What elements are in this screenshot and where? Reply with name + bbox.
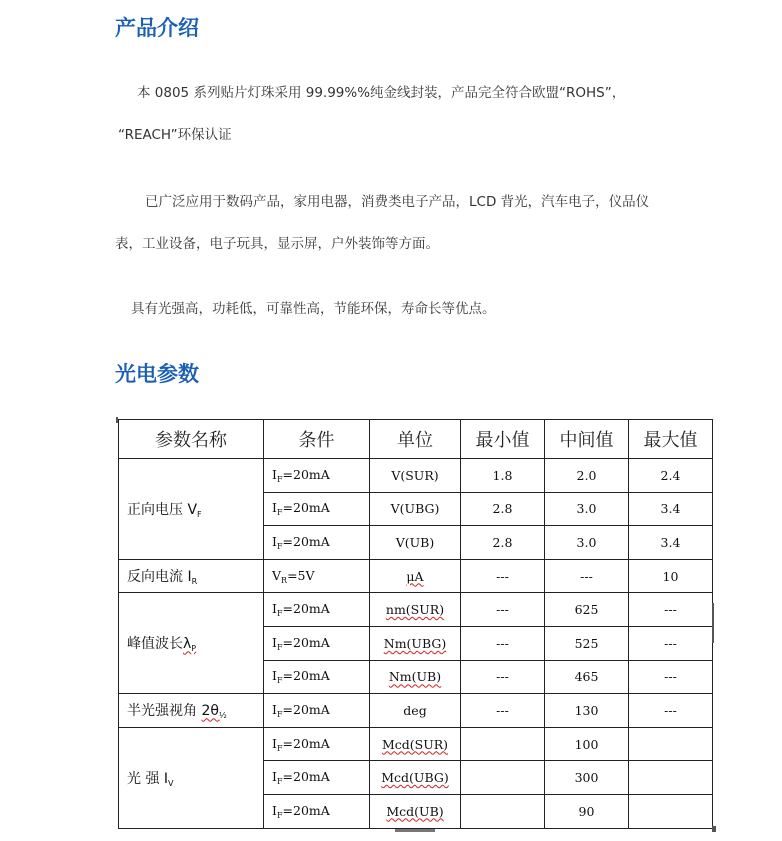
- table-row: [119, 593, 713, 627]
- max-cell: ---: [629, 626, 713, 660]
- min-cell: [461, 727, 545, 761]
- unit-cell: deg: [370, 694, 461, 728]
- typ-cell: 2.0: [545, 459, 629, 493]
- condition-cell: $I_F=20mA$: [264, 761, 370, 795]
- condition-cell: $I_F=20mA$: [264, 694, 370, 728]
- max-cell: [629, 761, 713, 795]
- condition-cell: $I_F=20mA$: [264, 727, 370, 761]
- unit-cell: V(SUR): [370, 459, 461, 493]
- unit-cell: V(UB): [370, 526, 461, 560]
- typ-cell: 625: [545, 593, 629, 627]
- max-cell: 2.4: [629, 459, 713, 493]
- max-cell: ---: [629, 694, 713, 728]
- typ-cell: 130: [545, 694, 629, 728]
- typ-cell: 3.0: [545, 526, 629, 560]
- header-typ: 中间值: [545, 420, 629, 459]
- min-cell: 2.8: [461, 492, 545, 526]
- condition-cell: $I_F=20mA$: [264, 526, 370, 560]
- max-cell: [629, 794, 713, 828]
- max-cell: 10: [629, 559, 713, 593]
- condition-cell: $I_F=20mA$: [264, 626, 370, 660]
- param-reverse-current: 反向电流 $I_R$: [119, 559, 264, 593]
- min-cell: 2.8: [461, 526, 545, 560]
- condition-cell: $I_F=20mA$: [264, 660, 370, 694]
- typ-cell: 525: [545, 626, 629, 660]
- param-forward-voltage: 正向电压 $V_F$: [119, 459, 264, 560]
- typ-cell: 3.0: [545, 492, 629, 526]
- intro-paragraph-2-line-1: 已广泛应用于数码产品，家用电器，消费类电子产品，LCD 背光，汽车电子，仪品仪: [145, 194, 650, 210]
- scan-edge-mark: [395, 829, 435, 832]
- param-half-intensity-angle: 半光强视角 $2\theta_{\frac{1}{2}}$: [119, 694, 264, 728]
- max-cell: ---: [629, 593, 713, 627]
- min-cell: [461, 761, 545, 795]
- intro-paragraph-3: 具有光强高，功耗低，可靠性高，节能环保，寿命长等优点。: [131, 301, 496, 317]
- max-cell: 3.4: [629, 526, 713, 560]
- intro-paragraph-1-line-2: “REACH”环保认证: [118, 127, 232, 143]
- min-cell: [461, 794, 545, 828]
- typ-cell: ---: [545, 559, 629, 593]
- unit-cell: Nm(UB): [370, 660, 461, 694]
- condition-cell: $I_F=20mA$: [264, 459, 370, 493]
- table-row: [119, 459, 713, 493]
- table-row: [119, 727, 713, 761]
- min-cell: ---: [461, 694, 545, 728]
- min-cell: ---: [461, 559, 545, 593]
- unit-cell: nm(SUR): [370, 593, 461, 627]
- table-row: [119, 694, 713, 728]
- unit-cell: Nm(UBG): [370, 626, 461, 660]
- params-heading: 光电参数: [115, 362, 199, 386]
- scan-edge-mark: [116, 417, 118, 423]
- table-row: [119, 559, 713, 593]
- unit-cell: μA: [370, 559, 461, 593]
- scan-edge-mark: [712, 603, 714, 643]
- header-unit: 单位: [370, 420, 461, 459]
- typ-cell: 300: [545, 761, 629, 795]
- unit-cell: Mcd(UB): [370, 794, 461, 828]
- min-cell: ---: [461, 593, 545, 627]
- max-cell: [629, 727, 713, 761]
- min-cell: ---: [461, 660, 545, 694]
- intro-paragraph-1-line-1: 本 0805 系列贴片灯珠采用 99.99%%纯金线封装，产品完全符合欧盟“ROHS”，: [137, 85, 626, 101]
- typ-cell: 100: [545, 727, 629, 761]
- header-min: 最小值: [461, 420, 545, 459]
- condition-cell: $V_R=5V$: [264, 559, 370, 593]
- max-cell: ---: [629, 660, 713, 694]
- max-cell: 3.4: [629, 492, 713, 526]
- min-cell: 1.8: [461, 459, 545, 493]
- optoelectronic-params-table: [118, 419, 713, 829]
- header-condition: 条件: [264, 420, 370, 459]
- unit-cell: Mcd(SUR): [370, 727, 461, 761]
- table-header-row: [119, 420, 713, 459]
- condition-cell: $I_F=20mA$: [264, 794, 370, 828]
- param-luminous-intensity: 光 强 $I_V$: [119, 727, 264, 828]
- param-peak-wavelength: 峰值波长$\lambda_P$: [119, 593, 264, 694]
- header-max: 最大值: [629, 420, 713, 459]
- unit-cell: V(UBG): [370, 492, 461, 526]
- intro-heading: 产品介绍: [115, 16, 199, 40]
- scan-edge-mark: [712, 826, 716, 832]
- header-param-name: 参数名称: [119, 420, 264, 459]
- typ-cell: 465: [545, 660, 629, 694]
- intro-paragraph-2-line-2: 表，工业设备，电子玩具，显示屏，户外装饰等方面。: [115, 236, 439, 252]
- unit-cell: Mcd(UBG): [370, 761, 461, 795]
- condition-cell: $I_F=20mA$: [264, 492, 370, 526]
- min-cell: ---: [461, 626, 545, 660]
- condition-cell: $I_F=20mA$: [264, 593, 370, 627]
- typ-cell: 90: [545, 794, 629, 828]
